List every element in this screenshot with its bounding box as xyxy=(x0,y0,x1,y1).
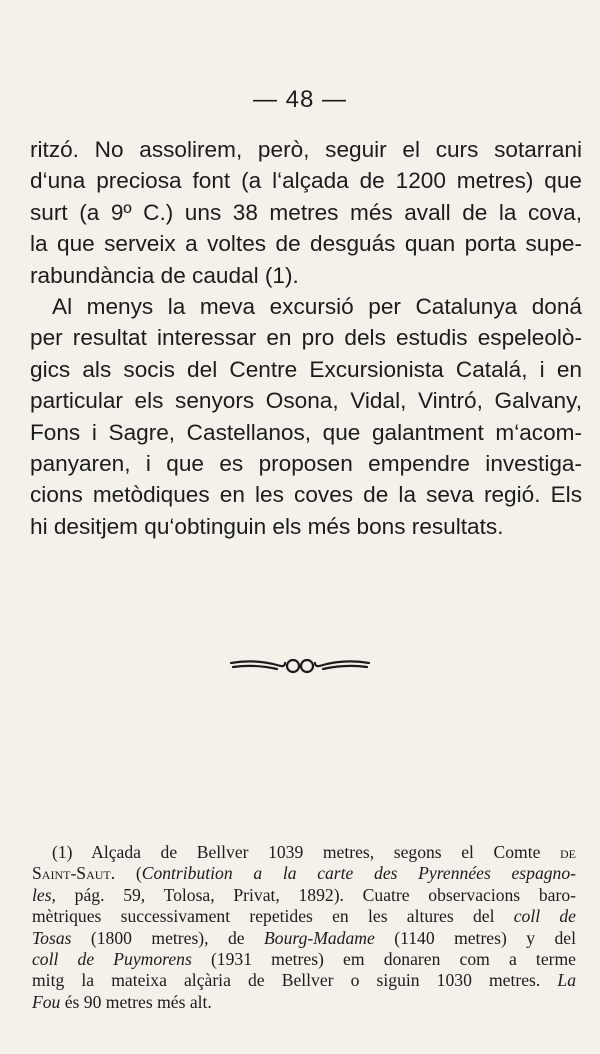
footnote-line xyxy=(32,928,576,949)
text-line: panyaren, i que es proposen empendre investiga- xyxy=(30,451,582,477)
text-line: gics als socis del Centre Excursionista Catalá, i en xyxy=(30,356,582,382)
footnote-text: ( xyxy=(115,863,142,884)
footnote-text: (1931 metres) em donaren com a terme xyxy=(191,949,576,970)
footnote-citation-title: les, xyxy=(32,884,56,905)
text-line: cions metòdiques en les coves de la seva regió. Els xyxy=(30,482,582,508)
section-ornament xyxy=(225,650,375,680)
footnote-line xyxy=(32,885,576,906)
footnote-place-name: coll de Puymorens xyxy=(32,949,192,970)
text-line: la que serveix a voltes de desguás quan porta supe- xyxy=(30,231,582,257)
footnote-text: mètriques successivament repetides en les altures del xyxy=(32,906,514,927)
text-line: hi desitjem qu‘obtinguin els més bons resultats. xyxy=(30,513,504,539)
footnote-line xyxy=(32,906,576,927)
footnote-line xyxy=(32,842,576,863)
footnote-line xyxy=(32,970,576,991)
text-line: particular els senyors Osona, Vidal, Vintró, Galvany, xyxy=(30,388,582,414)
text-line: rabundància de caudal (1). xyxy=(30,262,299,288)
footnote-line xyxy=(32,949,576,970)
footnote-text: de xyxy=(560,842,576,862)
text-line: Fons i Sagre, Castellanos, que galantment m‘acom- xyxy=(30,419,582,445)
footnote-place-name: Fou xyxy=(32,991,61,1012)
footnote-text: mitg la mateixa alçària de Bellver o siguin 1030 metres. xyxy=(32,970,558,991)
text-line: d‘una preciosa font (a l‘alçada de 1200 metres) que xyxy=(30,168,582,194)
text-line: ritzó. No assolirem, però, seguir el curs sotarrani xyxy=(30,137,582,162)
footnote-text: Saint-Saut. xyxy=(32,863,116,884)
footnote-text: (1) Alçada de Bellver 1039 metres, segons el Comte xyxy=(52,842,560,862)
body-text xyxy=(30,134,582,542)
footnote-text: és 90 metres més alt. xyxy=(60,991,212,1012)
footnote-text: (1140 metres) y del xyxy=(374,927,576,948)
text-line: Al menys la meva excursió per Catalunya doná xyxy=(52,294,582,320)
footnote-citation-title: Contribution a la carte des Pyrennées espagno- xyxy=(141,863,576,884)
page-number: — 48 — xyxy=(252,86,348,113)
footnote-place-name: coll de xyxy=(513,906,576,927)
footnote-line xyxy=(32,863,576,884)
footnote-text: pág. 59, Tolosa, Privat, 1892). Cuatre observacions baro- xyxy=(55,884,576,905)
footnote xyxy=(32,842,576,1013)
footnote-text: (1800 metres), de xyxy=(71,927,265,948)
text-line: surt (a 9º C.) uns 38 metres més avall de la cova, xyxy=(30,199,582,225)
footnote-place-name: La xyxy=(557,970,576,991)
footnote-place-name: Bourg-Madame xyxy=(264,927,375,948)
text-line: per resultat interessar en pro dels estudis espeleolò- xyxy=(30,325,582,351)
footnote-line xyxy=(32,992,576,1013)
footnote-place-name: Tosas xyxy=(32,927,72,948)
